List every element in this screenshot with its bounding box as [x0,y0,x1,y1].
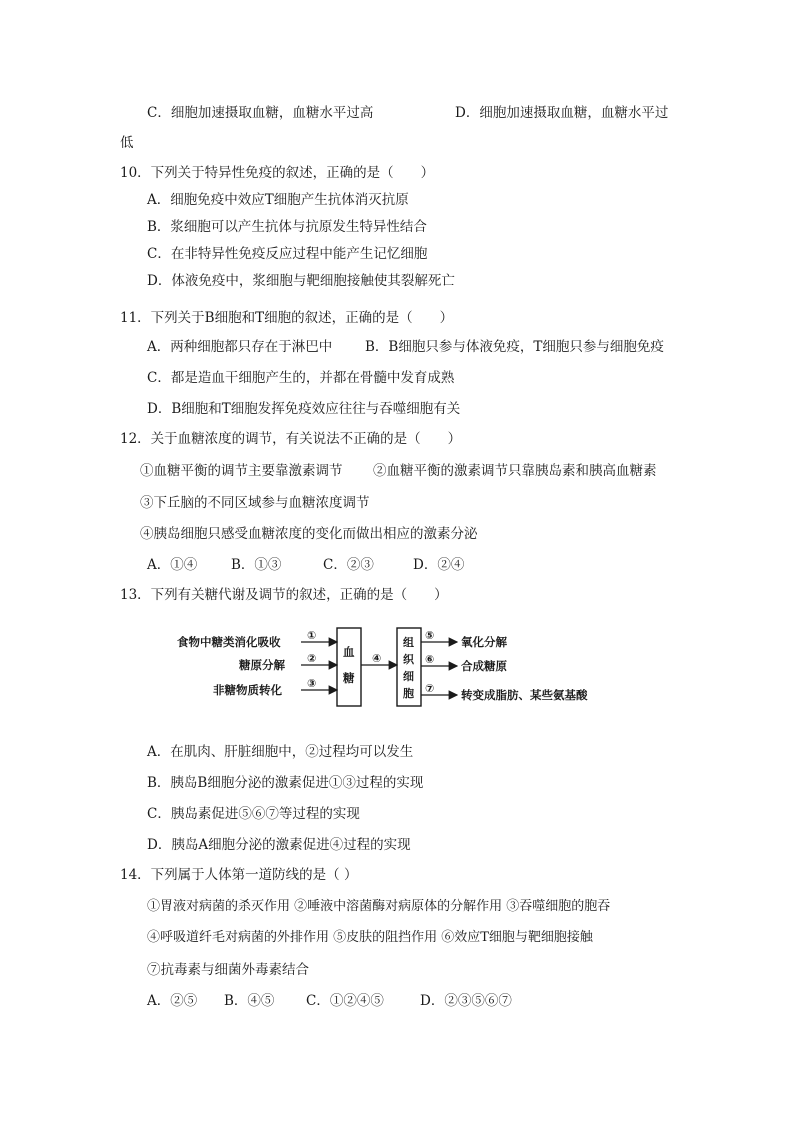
diagram-cell-char-2: 织 [403,653,414,666]
q13-option-a: A．在肌肉、肝脏细胞中，②过程均可以发生 [147,744,414,760]
q11-option-d: D．B细胞和T细胞发挥免疫效应往往与吞噬细胞有关 [147,401,461,417]
q14-statements-line-2: ④呼吸道纤毛对病菌的外排作用 ⑤皮肤的阻挡作用 ⑥效应T细胞与靶细胞接触 [147,930,593,945]
q11-option-b: B．B细胞只参与体液免疫，T细胞只参与细胞免疫 [365,339,664,355]
q14-statements-line-3: ⑦抗毒素与细菌外毒素结合 [147,962,309,978]
diagram-source-3: 非糖物质转化 [213,683,282,697]
diagram-cell-char-1: 组 [403,636,414,649]
q12-statement-4: ④胰岛细胞只感受血糖浓度的变化而做出相应的激素分泌 [140,526,478,542]
q10-option-c: C．在非特异性免疫反应过程中能产生记忆细胞 [147,246,428,262]
diagram-num-4: ④ [372,652,382,665]
q13-stem: 13．下列有关糖代谢及调节的叙述，正确的是（ ） [120,587,448,603]
q13-option-c: C．胰岛素促进⑤⑥⑦等过程的实现 [147,806,360,822]
diagram-cell-char-3: 细 [403,670,414,683]
q12-choice-a: A．①④ [147,557,198,573]
q14-statements-line-1: ①胃液对病菌的杀灭作用 ②唾液中溶菌酶对病原体的分解作用 ③吞噬细胞的胞吞 [147,899,611,914]
q9-option-c: C．细胞加速摄取血糖，血糖水平过高 [147,105,374,121]
diagram-blood-char-2: 糖 [343,671,355,685]
diagram-output-1: 氧化分解 [461,635,507,649]
diagram-source-1: 食物中糖类消化吸收 [177,635,281,649]
q10-option-b: B．浆细胞可以产生抗体与抗原发生特异性结合 [147,219,427,235]
diagram-cell-char-4: 胞 [403,687,414,700]
q12-choice-b: B．①③ [231,557,282,573]
q11-option-a: A．两种细胞都只存在于淋巴中 [147,339,333,355]
blood-sugar-diagram [175,626,615,712]
q12-statement-3: ③下丘脑的不同区域参与血糖浓度调节 [140,495,370,511]
q12-choice-d: D．②④ [413,557,465,573]
q10-option-a: A．细胞免疫中效应T细胞产生抗体消灭抗原 [147,192,409,208]
diagram-num-7: ⑦ [425,682,435,695]
q12-statement-1: ①血糖平衡的调节主要靠激素调节 [140,463,343,479]
q14-choice-c: C．①②④⑤ [306,993,384,1009]
diagram-num-6: ⑥ [425,653,435,666]
q11-option-c: C．都是造血干细胞产生的，并都在骨髓中发育成熟 [147,370,455,386]
q10-stem: 10．下列关于特异性免疫的叙述，正确的是（ ） [120,165,435,181]
diagram-num-3: ③ [307,677,317,690]
diagram-blood-sugar-box [337,628,361,706]
q14-stem: 14．下列属于人体第一道防线的是（ ） [120,867,358,883]
q12-choice-c: C．②③ [323,557,374,573]
diagram-output-2: 合成糖原 [461,659,507,673]
diagram-num-2: ② [307,652,317,665]
q13-option-d: D．胰岛A细胞分泌的激素促进④过程的实现 [147,837,411,853]
diagram-blood-char-1: 血 [343,645,355,659]
q9-option-d: D．细胞加速摄取血糖，血糖水平过 [455,105,669,121]
diagram-output-3: 转变成脂肪、某些氨基酸 [461,688,588,702]
q13-option-b: B．胰岛B细胞分泌的激素促进①③过程的实现 [147,775,424,791]
q9-option-d-continued: 低 [120,135,134,151]
q14-choice-a: A．②⑤ [147,993,198,1009]
q12-stem: 12．关于血糖浓度的调节，有关说法不正确的是（ ） [120,431,462,447]
diagram-source-2: 糖原分解 [239,658,285,672]
q14-choice-d: D．②③⑤⑥⑦ [420,993,512,1009]
q10-option-d: D．体液免疫中，浆细胞与靶细胞接触使其裂解死亡 [147,273,455,289]
q14-choice-b: B．④⑤ [224,993,275,1009]
diagram-num-5: ⑤ [425,629,435,642]
q11-stem: 11．下列关于B细胞和T细胞的叙述，正确的是（ ） [120,310,454,326]
q12-statement-2: ②血糖平衡的激素调节只靠胰岛素和胰高血糖素 [373,463,657,479]
diagram-num-1: ① [307,629,317,642]
